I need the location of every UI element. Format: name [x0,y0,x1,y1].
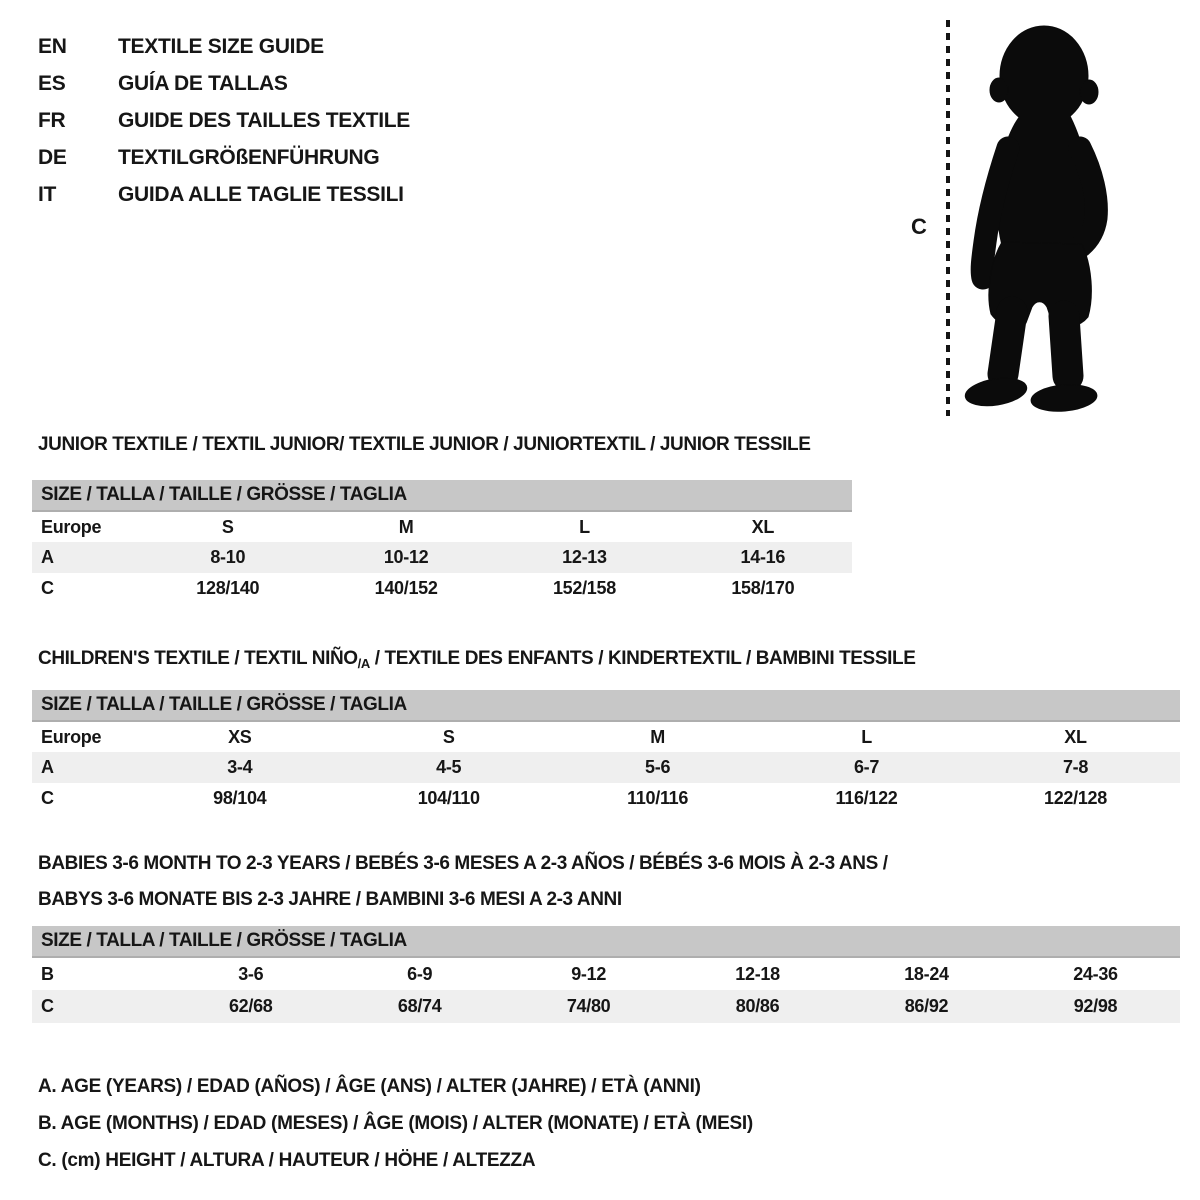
table-row-height [32,783,1180,814]
row-label: A [41,547,54,567]
size-cell: 3-4 [227,757,253,777]
table-row-height [32,990,1180,1023]
size-cell: 7-8 [1062,757,1089,777]
babies-title-line-1: BABIES 3-6 MONTH TO 2-3 YEARS / BEBÉS 3-6 MESES A 2-3 AÑOS / BÉBÉS 3-6 MOIS À 2-3 ANS / [38,853,888,874]
size-cell: 5-6 [645,757,671,777]
table-row-age [32,542,852,573]
size-header-label: SIZE / TALLA / TAILLE / GRÖSSE / TAGLIA [32,690,1180,721]
size-cell: 6-9 [407,963,433,984]
footnote-b: B. AGE (MONTHS) / EDAD (MESES) / ÂGE (MOIS) / ALTER (MONATE) / ETÀ (MESI) [38,1112,753,1134]
size-cell: 12-18 [735,963,780,984]
footnote-legend [38,1068,753,1179]
size-cell: 158/170 [731,578,795,598]
size-cell: 116/122 [835,788,898,808]
size-header-row [32,926,1180,957]
row-label: C [41,788,54,808]
toddler-silhouette-icon [958,16,1142,420]
language-row-de [38,139,410,176]
language-row-fr [38,102,410,139]
size-cell: 122/128 [1044,788,1107,808]
height-measure-dashed-line [946,20,950,416]
table-row-months [32,957,1180,990]
language-code: EN [38,34,67,58]
size-cell: M [398,516,414,537]
language-code: IT [38,182,57,206]
size-cell: 10-12 [383,547,429,567]
table-row-height [32,573,852,604]
guide-title-de: TEXTILGRÖßENFÜHRUNG [118,145,380,169]
size-cell: 3-6 [238,963,264,984]
size-cell: 24-36 [1073,963,1118,984]
guide-title-it: GUIDA ALLE TAGLIE TESSILI [118,182,404,206]
size-cell: 80/86 [735,996,780,1016]
language-row-it [38,176,410,213]
size-cell: XL [1064,726,1087,747]
size-cell: S [221,516,234,537]
size-cell: 62/68 [228,996,273,1016]
size-cell: 8-10 [210,547,246,567]
size-header-row [32,480,852,511]
footnote-a: A. AGE (YEARS) / EDAD (AÑOS) / ÂGE (ANS) / ALTER (JAHRE) / ETÀ (ANNI) [38,1075,701,1097]
size-cell: 4-5 [436,757,462,777]
size-cell: 128/140 [196,578,260,598]
language-row-es [38,65,410,102]
children-title-subscript: /A [357,656,370,671]
language-code: DE [38,145,67,169]
row-label: C [41,996,54,1016]
size-cell: 9-12 [571,963,607,984]
size-cell: 18-24 [904,963,949,984]
size-cell: 14-16 [740,547,786,567]
table-row-europe [32,721,1180,752]
children-size-table [32,690,1180,814]
size-cell: 110/116 [627,788,689,808]
size-cell: 86/92 [904,996,949,1016]
table-row-age [32,752,1180,783]
babies-size-table [32,926,1180,1023]
guide-title-en: TEXTILE SIZE GUIDE [118,34,324,58]
language-row-en [38,28,410,65]
size-cell: S [442,726,455,747]
language-title-list [38,28,410,213]
guide-title-es: GUÍA DE TALLAS [118,71,288,95]
size-cell: 140/152 [374,578,438,598]
row-label: Europe [41,726,102,747]
size-cell: 98/104 [213,788,267,808]
size-header-row [32,690,1180,721]
height-measure-label: C [911,214,927,239]
size-cell: 6-7 [853,757,880,777]
children-title-text: / TEXTILE DES ENFANTS / KINDERTEXTIL / BAMBINI TESSILE [369,648,916,669]
children-title-text: CHILDREN'S TEXTILE / TEXTIL NIÑO [38,648,358,669]
row-label: C [41,578,54,598]
size-cell: L [579,516,590,537]
language-code: ES [38,71,66,95]
row-label: A [41,757,54,777]
children-section-title [38,648,915,671]
babies-title-line-2: BABYS 3-6 MONATE BIS 2-3 JAHRE / BAMBINI 3-6 MESI A 2-3 ANNI [38,889,622,910]
row-label: B [41,963,54,984]
size-cell: 68/74 [397,996,442,1016]
guide-title-fr: GUIDE DES TAILLES TEXTILE [118,108,410,132]
size-cell: 12-13 [562,547,607,567]
size-cell: L [861,726,872,747]
footnote-c: C. (cm) HEIGHT / ALTURA / HAUTEUR / HÖHE / ALTEZZA [38,1149,536,1171]
size-cell: M [650,726,665,747]
size-cell: 104/110 [417,788,480,808]
size-cell: XS [228,726,252,747]
row-label: Europe [41,516,102,537]
babies-section-title [38,846,888,918]
size-cell: XL [751,516,775,537]
size-cell: 74/80 [566,996,611,1016]
size-header-label: SIZE / TALLA / TAILLE / GRÖSSE / TAGLIA [32,926,1180,957]
junior-section-title: JUNIOR TEXTILE / TEXTIL JUNIOR/ TEXTILE JUNIOR / JUNIORTEXTIL / JUNIOR TESSILE [38,434,811,455]
junior-size-table [32,480,852,604]
table-row-europe [32,511,852,542]
language-code: FR [38,108,66,132]
size-cell: 92/98 [1073,996,1118,1016]
size-cell: 152/158 [552,578,616,598]
size-header-label: SIZE / TALLA / TAILLE / GRÖSSE / TAGLIA [32,480,852,511]
